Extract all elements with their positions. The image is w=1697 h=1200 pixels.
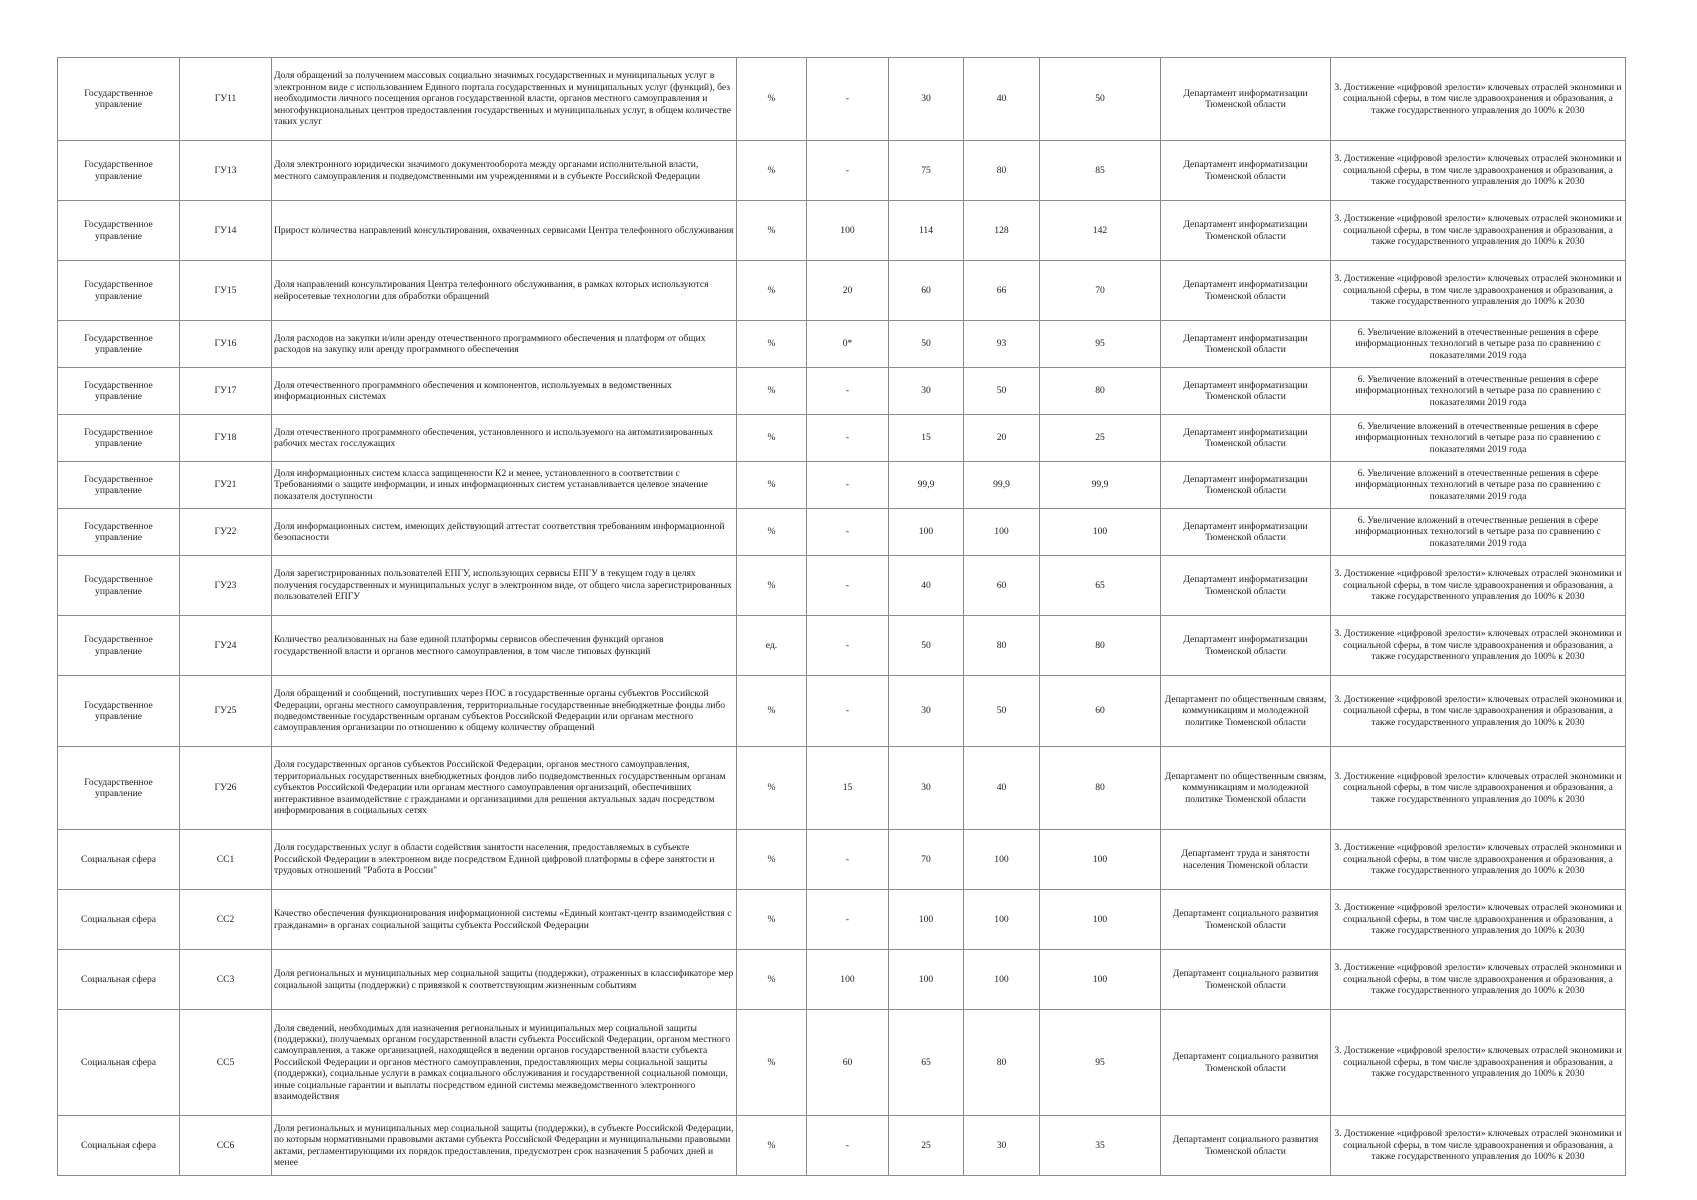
target-value-1-cell: 114 — [889, 201, 964, 261]
area-cell: Государственное управление — [58, 261, 180, 321]
target-value-1-cell: 100 — [889, 950, 964, 1010]
target-value-2-cell: 30 — [964, 1116, 1040, 1176]
indicators-table — [57, 57, 1626, 1176]
base-value-cell: 20 — [807, 261, 889, 321]
target-value-2-cell: 80 — [964, 141, 1040, 201]
area-cell: Социальная сфера — [58, 830, 180, 890]
table-row — [58, 830, 1626, 890]
code-cell: ГУ23 — [180, 556, 272, 616]
area-cell: Государственное управление — [58, 141, 180, 201]
code-cell: СС2 — [180, 890, 272, 950]
unit-cell: % — [737, 415, 807, 462]
area-cell: Государственное управление — [58, 509, 180, 556]
unit-cell: % — [737, 462, 807, 509]
code-cell: СС3 — [180, 950, 272, 1010]
table-row — [58, 462, 1626, 509]
code-cell: ГУ21 — [180, 462, 272, 509]
table-row — [58, 950, 1626, 1010]
base-value-cell: 0* — [807, 321, 889, 368]
target-value-1-cell: 15 — [889, 415, 964, 462]
goal-cell: 6. Увеличение вложений в отечественные решения в сфере информационных технологий в четыре раза по сравнению с показателями 2019 года — [1331, 321, 1626, 368]
table-row — [58, 141, 1626, 201]
table-row — [58, 261, 1626, 321]
department-cell: Департамент по общественным связям, коммуникациям и молодежной политике Тюменской области — [1161, 676, 1331, 747]
area-cell: Государственное управление — [58, 201, 180, 261]
unit-cell: % — [737, 950, 807, 1010]
target-value-1-cell: 30 — [889, 368, 964, 415]
department-cell: Департамент социального развития Тюменской области — [1161, 1116, 1331, 1176]
code-cell: ГУ22 — [180, 509, 272, 556]
goal-cell: 6. Увеличение вложений в отечественные решения в сфере информационных технологий в четыре раза по сравнению с показателями 2019 года — [1331, 509, 1626, 556]
description-cell: Доля отечественного программного обеспечения и компонентов, используемых в ведомственных информационных системах — [272, 368, 737, 415]
table-row — [58, 1010, 1626, 1116]
description-cell: Доля государственных услуг в области содействия занятости населения, предоставляемых в субъекте Российской Федерации в электронном виде посредством Единой цифровой платформы в сфере занятости и трудовых отношений "Работа в России" — [272, 830, 737, 890]
table-row — [58, 321, 1626, 368]
code-cell: ГУ15 — [180, 261, 272, 321]
target-value-2-cell: 60 — [964, 556, 1040, 616]
unit-cell: % — [737, 556, 807, 616]
table-row — [58, 556, 1626, 616]
table-row — [58, 1116, 1626, 1176]
target-value-2-cell: 50 — [964, 368, 1040, 415]
target-value-3-cell: 80 — [1040, 747, 1161, 830]
target-value-3-cell: 70 — [1040, 261, 1161, 321]
goal-cell: 3. Достижение «цифровой зрелости» ключевых отраслей экономики и социальной сферы, в том числе здравоохранения и образования, а также государственного управления до 100% к 2030 — [1331, 1010, 1626, 1116]
target-value-2-cell: 50 — [964, 676, 1040, 747]
base-value-cell: - — [807, 462, 889, 509]
description-cell: Доля региональных и муниципальных мер социальной защиты (поддержки), отраженных в классификаторе мер социальной защиты (поддержки) с привязкой к соответствующим жизненным событиям — [272, 950, 737, 1010]
description-cell: Доля региональных и муниципальных мер социальной защиты (поддержки), в субъекте Российской Федерации, по которым нормативными правовыми актами субъекта Российской Федерации и муниципальными правовыми актами, регламентирующими их порядок предоставления, предусмотрен срок назначения 5 рабочих дней и менее — [272, 1116, 737, 1176]
area-cell: Государственное управление — [58, 58, 180, 141]
description-cell: Прирост количества направлений консультирования, охваченных сервисами Центра телефонного обслуживания — [272, 201, 737, 261]
description-cell: Доля сведений, необходимых для назначения региональных и муниципальных мер социальной защиты (поддержки), получаемых органом государственной власти субъекта Российской Федерации, органом местного самоуправления, а также организацией, находящейся в ведении органов государственной власти субъекта Российской Федерации и органов местного самоуправления, предоставляющих меры социальной защиты (поддержки), социальные услуги в рамках социального обслуживания и государственной социальной помощи, иные социальные гарантии и выплаты посредством единой системы межведомственного электронного взаимодействия — [272, 1010, 737, 1116]
base-value-cell: - — [807, 676, 889, 747]
target-value-3-cell: 100 — [1040, 950, 1161, 1010]
description-cell: Доля направлений консультирования Центра телефонного обслуживания, в рамках которых используются нейросетевые технологии для обработки обращений — [272, 261, 737, 321]
description-cell: Доля информационных систем класса защищенности К2 и менее, установленного в соответствии с Требованиями о защите информации, и иных информационных систем устанавливается целевое значение показателя доступности — [272, 462, 737, 509]
goal-cell: 3. Достижение «цифровой зрелости» ключевых отраслей экономики и социальной сферы, в том числе здравоохранения и образования, а также государственного управления до 100% к 2030 — [1331, 950, 1626, 1010]
code-cell: ГУ13 — [180, 141, 272, 201]
target-value-2-cell: 20 — [964, 415, 1040, 462]
target-value-1-cell: 65 — [889, 1010, 964, 1116]
goal-cell: 3. Достижение «цифровой зрелости» ключевых отраслей экономики и социальной сферы, в том числе здравоохранения и образования, а также государственного управления до 100% к 2030 — [1331, 58, 1626, 141]
target-value-2-cell: 80 — [964, 616, 1040, 676]
goal-cell: 3. Достижение «цифровой зрелости» ключевых отраслей экономики и социальной сферы, в том числе здравоохранения и образования, а также государственного управления до 100% к 2030 — [1331, 747, 1626, 830]
goal-cell: 3. Достижение «цифровой зрелости» ключевых отраслей экономики и социальной сферы, в том числе здравоохранения и образования, а также государственного управления до 100% к 2030 — [1331, 1116, 1626, 1176]
area-cell: Государственное управление — [58, 676, 180, 747]
target-value-1-cell: 75 — [889, 141, 964, 201]
table-row — [58, 616, 1626, 676]
unit-cell: % — [737, 201, 807, 261]
code-cell: ГУ26 — [180, 747, 272, 830]
description-cell: Доля обращений за получением массовых социально значимых государственных и муниципальных услуг в электронном виде с использованием Единого портала государственных и муниципальных услуг (функций), без необходимости личного посещения органов государственной власти, органов местного самоуправления и многофункциональных центров предоставления государственных и муниципальных услуг, в общем количестве таких услуг — [272, 58, 737, 141]
description-cell: Доля информационных систем, имеющих действующий аттестат соответствия требованиям информационной безопасности — [272, 509, 737, 556]
target-value-2-cell: 40 — [964, 58, 1040, 141]
department-cell: Департамент информатизации Тюменской области — [1161, 509, 1331, 556]
goal-cell: 3. Достижение «цифровой зрелости» ключевых отраслей экономики и социальной сферы, в том числе здравоохранения и образования, а также государственного управления до 100% к 2030 — [1331, 830, 1626, 890]
description-cell: Количество реализованных на базе единой платформы сервисов обеспечения функций органов государственной власти и органов местного самоуправления, в том числе типовых функций — [272, 616, 737, 676]
description-cell: Доля государственных органов субъектов Российской Федерации, органов местного самоуправления, территориальных государственных внебюджетных фондов либо подведомственных государственным органам субъектов Российской Федерации или органам местного самоуправления организаций, обеспечивших интерактивное взаимодействие с гражданами и организациями для решения актуальных задач посредством информирования в социальных сетях — [272, 747, 737, 830]
target-value-2-cell: 100 — [964, 890, 1040, 950]
area-cell: Социальная сфера — [58, 890, 180, 950]
area-cell: Государственное управление — [58, 616, 180, 676]
table-row — [58, 509, 1626, 556]
department-cell: Департамент труда и занятости населения Тюменской области — [1161, 830, 1331, 890]
code-cell: ГУ11 — [180, 58, 272, 141]
target-value-3-cell: 65 — [1040, 556, 1161, 616]
target-value-2-cell: 66 — [964, 261, 1040, 321]
unit-cell: % — [737, 830, 807, 890]
description-cell: Доля отечественного программного обеспечения, установленного и используемого на автоматизированных рабочих местах госслужащих — [272, 415, 737, 462]
base-value-cell: - — [807, 616, 889, 676]
base-value-cell: - — [807, 830, 889, 890]
code-cell: ГУ18 — [180, 415, 272, 462]
base-value-cell: 15 — [807, 747, 889, 830]
target-value-1-cell: 30 — [889, 747, 964, 830]
target-value-3-cell: 80 — [1040, 616, 1161, 676]
base-value-cell: - — [807, 1116, 889, 1176]
area-cell: Государственное управление — [58, 415, 180, 462]
department-cell: Департамент информатизации Тюменской области — [1161, 141, 1331, 201]
target-value-2-cell: 128 — [964, 201, 1040, 261]
unit-cell: % — [737, 1116, 807, 1176]
area-cell: Государственное управление — [58, 368, 180, 415]
unit-cell: % — [737, 1010, 807, 1116]
target-value-3-cell: 35 — [1040, 1116, 1161, 1176]
department-cell: Департамент социального развития Тюменской области — [1161, 950, 1331, 1010]
code-cell: ГУ16 — [180, 321, 272, 368]
goal-cell: 3. Достижение «цифровой зрелости» ключевых отраслей экономики и социальной сферы, в том числе здравоохранения и образования, а также государственного управления до 100% к 2030 — [1331, 890, 1626, 950]
target-value-1-cell: 25 — [889, 1116, 964, 1176]
table-row — [58, 415, 1626, 462]
area-cell: Социальная сфера — [58, 1010, 180, 1116]
department-cell: Департамент информатизации Тюменской области — [1161, 415, 1331, 462]
target-value-1-cell: 30 — [889, 58, 964, 141]
code-cell: ГУ14 — [180, 201, 272, 261]
target-value-1-cell: 30 — [889, 676, 964, 747]
code-cell: ГУ17 — [180, 368, 272, 415]
base-value-cell: 100 — [807, 950, 889, 1010]
target-value-3-cell: 100 — [1040, 509, 1161, 556]
goal-cell: 6. Увеличение вложений в отечественные решения в сфере информационных технологий в четыре раза по сравнению с показателями 2019 года — [1331, 415, 1626, 462]
target-value-1-cell: 60 — [889, 261, 964, 321]
unit-cell: % — [737, 509, 807, 556]
target-value-3-cell: 85 — [1040, 141, 1161, 201]
target-value-3-cell: 142 — [1040, 201, 1161, 261]
unit-cell: % — [737, 261, 807, 321]
description-cell: Доля зарегистрированных пользователей ЕПГУ, использующих сервисы ЕПГУ в текущем году в целях получения государственных и муниципальных услуг в электронном виде, от общего числа зарегистрированных пользователей ЕПГУ — [272, 556, 737, 616]
description-cell: Качество обеспечения функционирования информационной системы «Единый контакт-центр взаимодействия с гражданами» в органах социальной защиты субъекта Российской Федерации — [272, 890, 737, 950]
target-value-3-cell: 80 — [1040, 368, 1161, 415]
target-value-3-cell: 100 — [1040, 890, 1161, 950]
target-value-1-cell: 70 — [889, 830, 964, 890]
target-value-1-cell: 50 — [889, 321, 964, 368]
code-cell: ГУ24 — [180, 616, 272, 676]
department-cell: Департамент информатизации Тюменской области — [1161, 58, 1331, 141]
goal-cell: 6. Увеличение вложений в отечественные решения в сфере информационных технологий в четыре раза по сравнению с показателями 2019 года — [1331, 368, 1626, 415]
target-value-1-cell: 100 — [889, 890, 964, 950]
unit-cell: % — [737, 890, 807, 950]
unit-cell: % — [737, 141, 807, 201]
code-cell: СС1 — [180, 830, 272, 890]
target-value-2-cell: 100 — [964, 509, 1040, 556]
target-value-1-cell: 100 — [889, 509, 964, 556]
goal-cell: 3. Достижение «цифровой зрелости» ключевых отраслей экономики и социальной сферы, в том числе здравоохранения и образования, а также государственного управления до 100% к 2030 — [1331, 616, 1626, 676]
goal-cell: 3. Достижение «цифровой зрелости» ключевых отраслей экономики и социальной сферы, в том числе здравоохранения и образования, а также государственного управления до 100% к 2030 — [1331, 141, 1626, 201]
area-cell: Государственное управление — [58, 556, 180, 616]
description-cell: Доля расходов на закупки и/или аренду отечественного программного обеспечения и платформ от общих расходов на закупку или аренду программного обеспечения — [272, 321, 737, 368]
unit-cell: ед. — [737, 616, 807, 676]
base-value-cell: 60 — [807, 1010, 889, 1116]
base-value-cell: 100 — [807, 201, 889, 261]
base-value-cell: - — [807, 509, 889, 556]
target-value-3-cell: 50 — [1040, 58, 1161, 141]
goal-cell: 3. Достижение «цифровой зрелости» ключевых отраслей экономики и социальной сферы, в том числе здравоохранения и образования, а также государственного управления до 100% к 2030 — [1331, 556, 1626, 616]
table-row — [58, 747, 1626, 830]
area-cell: Социальная сфера — [58, 1116, 180, 1176]
unit-cell: % — [737, 747, 807, 830]
target-value-2-cell: 93 — [964, 321, 1040, 368]
goal-cell: 6. Увеличение вложений в отечественные решения в сфере информационных технологий в четыре раза по сравнению с показателями 2019 года — [1331, 462, 1626, 509]
table-row — [58, 58, 1626, 141]
department-cell: Департамент информатизации Тюменской области — [1161, 368, 1331, 415]
goal-cell: 3. Достижение «цифровой зрелости» ключевых отраслей экономики и социальной сферы, в том числе здравоохранения и образования, а также государственного управления до 100% к 2030 — [1331, 676, 1626, 747]
department-cell: Департамент социального развития Тюменской области — [1161, 1010, 1331, 1116]
base-value-cell: - — [807, 368, 889, 415]
target-value-1-cell: 99,9 — [889, 462, 964, 509]
base-value-cell: - — [807, 556, 889, 616]
department-cell: Департамент информатизации Тюменской области — [1161, 321, 1331, 368]
target-value-2-cell: 80 — [964, 1010, 1040, 1116]
area-cell: Государственное управление — [58, 321, 180, 368]
base-value-cell: - — [807, 415, 889, 462]
code-cell: ГУ25 — [180, 676, 272, 747]
code-cell: СС6 — [180, 1116, 272, 1176]
department-cell: Департамент по общественным связям, коммуникациям и молодежной политике Тюменской области — [1161, 747, 1331, 830]
area-cell: Государственное управление — [58, 747, 180, 830]
department-cell: Департамент социального развития Тюменской области — [1161, 890, 1331, 950]
department-cell: Департамент информатизации Тюменской области — [1161, 261, 1331, 321]
target-value-2-cell: 99,9 — [964, 462, 1040, 509]
base-value-cell: - — [807, 141, 889, 201]
department-cell: Департамент информатизации Тюменской области — [1161, 201, 1331, 261]
description-cell: Доля обращений и сообщений, поступивших через ПОС в государственные органы субъектов Российской Федерации, органы местного самоуправления, территориальные государственные внебюджетные фонды либо подведомственные государственным органам субъектов Российской Федерации или органам местного самоуправления организации по отношению к общему количеству обращений — [272, 676, 737, 747]
code-cell: СС5 — [180, 1010, 272, 1116]
target-value-3-cell: 60 — [1040, 676, 1161, 747]
target-value-1-cell: 40 — [889, 556, 964, 616]
target-value-2-cell: 40 — [964, 747, 1040, 830]
table-body — [58, 58, 1626, 1176]
base-value-cell: - — [807, 890, 889, 950]
target-value-3-cell: 95 — [1040, 321, 1161, 368]
target-value-2-cell: 100 — [964, 830, 1040, 890]
unit-cell: % — [737, 368, 807, 415]
target-value-3-cell: 25 — [1040, 415, 1161, 462]
target-value-3-cell: 99,9 — [1040, 462, 1161, 509]
table-row — [58, 890, 1626, 950]
department-cell: Департамент информатизации Тюменской области — [1161, 556, 1331, 616]
area-cell: Социальная сфера — [58, 950, 180, 1010]
unit-cell: % — [737, 676, 807, 747]
target-value-1-cell: 50 — [889, 616, 964, 676]
target-value-3-cell: 95 — [1040, 1010, 1161, 1116]
goal-cell: 3. Достижение «цифровой зрелости» ключевых отраслей экономики и социальной сферы, в том числе здравоохранения и образования, а также государственного управления до 100% к 2030 — [1331, 261, 1626, 321]
table-row — [58, 676, 1626, 747]
department-cell: Департамент информатизации Тюменской области — [1161, 616, 1331, 676]
department-cell: Департамент информатизации Тюменской области — [1161, 462, 1331, 509]
target-value-3-cell: 100 — [1040, 830, 1161, 890]
unit-cell: % — [737, 58, 807, 141]
table-row — [58, 368, 1626, 415]
unit-cell: % — [737, 321, 807, 368]
table-row — [58, 201, 1626, 261]
goal-cell: 3. Достижение «цифровой зрелости» ключевых отраслей экономики и социальной сферы, в том числе здравоохранения и образования, а также государственного управления до 100% к 2030 — [1331, 201, 1626, 261]
base-value-cell: - — [807, 58, 889, 141]
area-cell: Государственное управление — [58, 462, 180, 509]
target-value-2-cell: 100 — [964, 950, 1040, 1010]
description-cell: Доля электронного юридически значимого документооборота между органами исполнительной власти, местного самоуправления и подведомственными им учреждениями и в субъекте Российской Федерации — [272, 141, 737, 201]
